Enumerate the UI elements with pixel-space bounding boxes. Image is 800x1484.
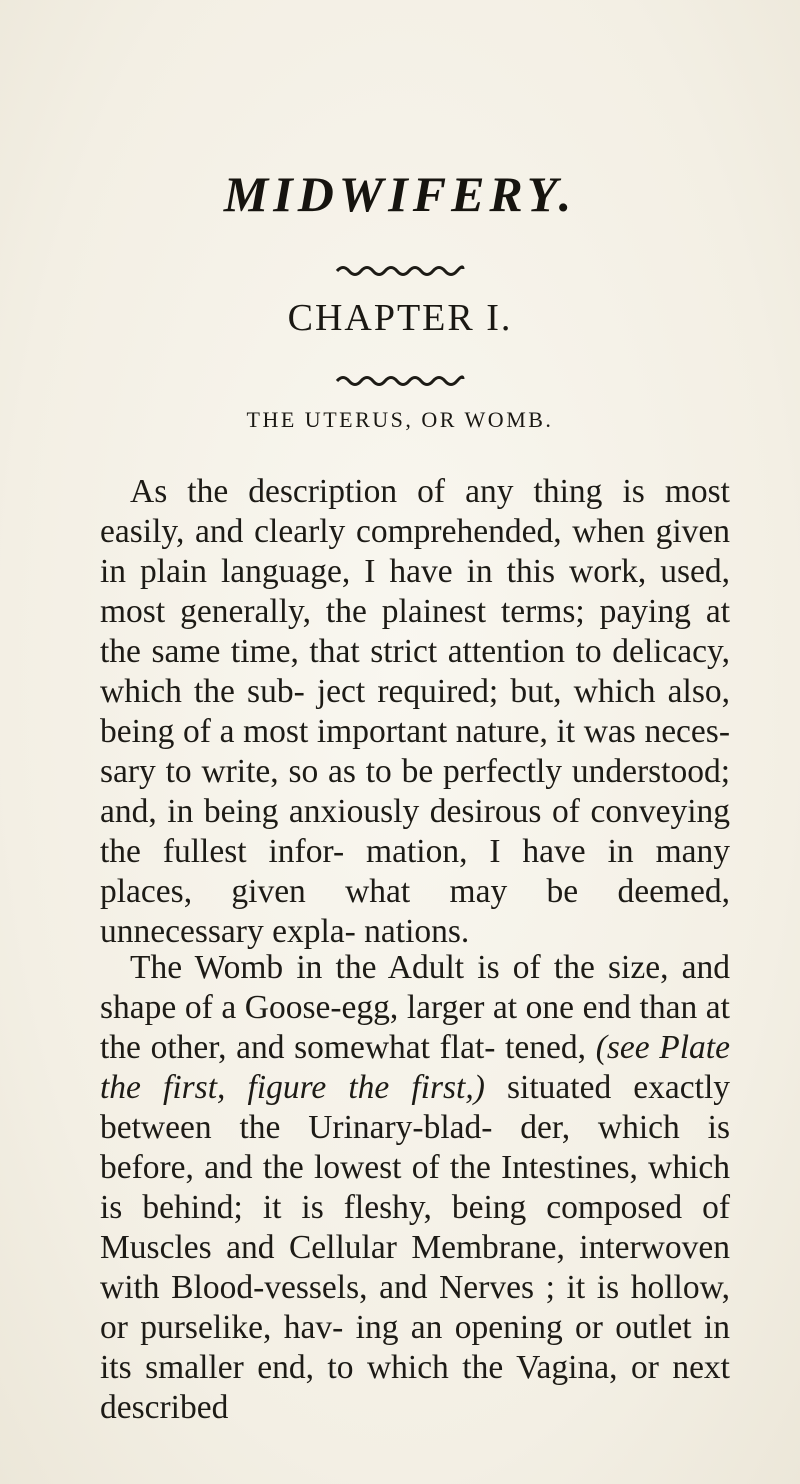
plate-reference: (see Plate the first, figure the first,) — [100, 1029, 730, 1106]
paragraph-text-end: situated exactly between the Urinary-blad- der, which is before, and the lowest of the Intestines, which is behind; it is fleshy, being composed of Muscles and Cellular Membrane, interwoven with Blood-vessels, and Nerves ; it is hollow, or purselike, hav- ing an opening or outlet in its smaller end, to which the Vagina, or next described — [100, 1069, 731, 1426]
chapter-heading: CHAPTER I. — [287, 297, 513, 339]
section-heading: THE UTERUS, OR WOMB. — [246, 407, 554, 432]
ornament-rule-top — [0, 262, 800, 281]
paragraph-intro: As the description of any thing is most easily, and clearly comprehended, when given in plain language, I have in this work, used, most generally, the plainest terms; paying at the same time, that strict attention to delicacy, which the sub- ject required; but, which also, being of a most important nature, it was neces- sary to write, so as to be perfectly understood; and, in being anxiously desirous of conveying the fullest infor- mation, I have in many places, given what may be deemed, unnecessary expla- nations. — [100, 473, 730, 950]
ornament-rule-bottom — [0, 372, 800, 391]
page-title: MIDWIFERY. — [223, 166, 577, 222]
paragraph-text-start: The Womb in the Adult is of the size, and shape of a Goose-egg, larger at one end than at the other, and somewhat flat- tened, — [100, 949, 730, 1066]
paragraph-womb-description — [100, 948, 730, 1428]
